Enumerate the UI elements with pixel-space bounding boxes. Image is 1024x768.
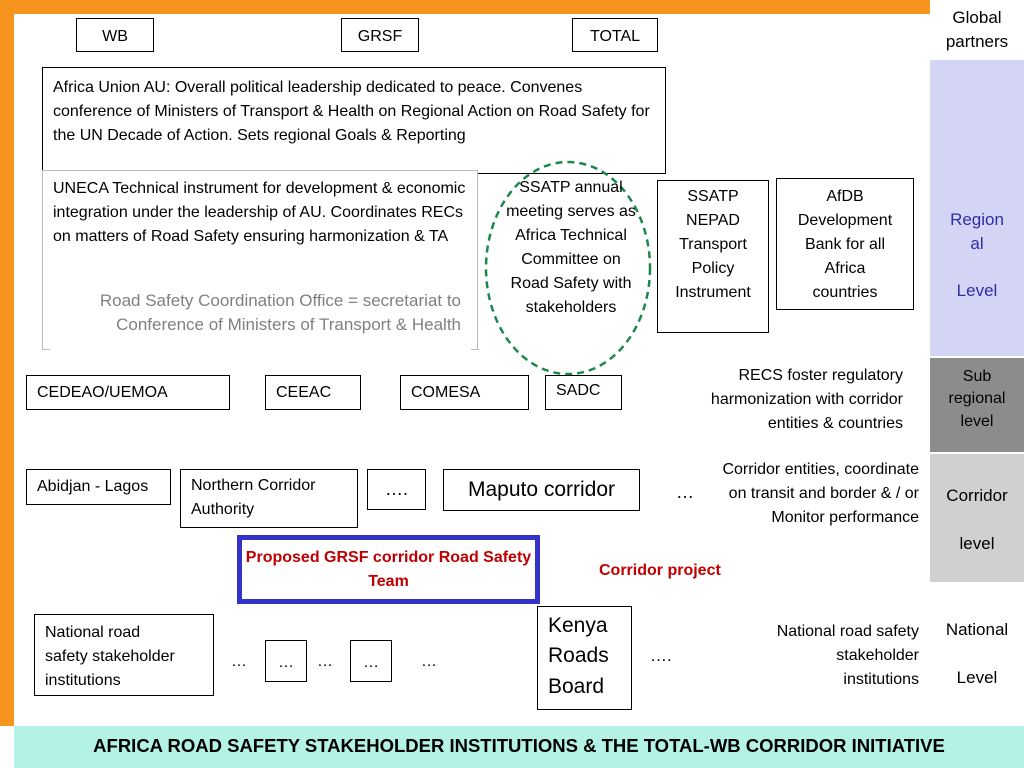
national-ellipsis-2: … (317, 653, 333, 670)
national-dots-right: …. (650, 646, 672, 665)
national-ellipsis-1: … (231, 653, 247, 670)
uneca-corner-right (471, 349, 479, 350)
level-global-label: Global partners (945, 8, 1009, 51)
corridor-project-label: Corridor project (599, 562, 721, 579)
rec-cedeao-uemoa: CEDEAO/UEMOA (26, 375, 230, 410)
level-subregional (930, 358, 1024, 452)
level-subregional-label: Sub regional level (948, 368, 1006, 430)
proposed-grsf-team-label: Proposed GRSF corridor Road Safety Team (245, 549, 532, 590)
ssatp-nepad-box: SSATP NEPAD Transport Policy Instrument (657, 180, 769, 333)
footer-title-band (14, 726, 1024, 768)
corridor-abidjan-lagos: Abidjan - Lagos (26, 469, 171, 505)
partner-total: TOTAL (572, 18, 658, 52)
corridor-ellipsis: … (676, 482, 694, 502)
level-national-label: National Level (945, 620, 1009, 687)
african-union-box: Africa Union AU: Overall political leadership dedicated to peace. Convenes conference of Ministers of Transport & Health on Regional Action on Road Safety for the UN Decade of Action. Sets regional Goals & Reporting (42, 67, 666, 174)
uneca-box (42, 170, 478, 350)
kenya-roads-board: Kenya Roads Board (537, 606, 632, 710)
level-national (930, 582, 1024, 726)
national-dots-box-2: … (350, 640, 392, 682)
afdb-box: AfDB Development Bank for all Africa countries (776, 178, 914, 310)
uneca-corner-left (42, 349, 50, 350)
corridor-northern-authority: Northern Corridor Authority (180, 469, 358, 528)
corridor-note: Corridor entities, coordinate on transit and border & / or Monitor performance (722, 461, 919, 526)
national-dots-box-1: … (265, 640, 307, 682)
rec-sadc: SADC (545, 375, 622, 410)
level-regional-label: Region al Level (950, 210, 1004, 301)
national-note: National road safety stakeholder institutions (776, 623, 919, 688)
national-ellipsis-3: … (421, 653, 437, 670)
footer-title: AFRICA ROAD SAFETY STAKEHOLDER INSTITUTIONS & THE TOTAL-WB CORRIDOR INITIATIVE (93, 735, 945, 756)
rec-comesa: COMESA (400, 375, 529, 410)
partner-wb: WB (76, 18, 154, 52)
uneca-text: UNECA Technical instrument for development & economic integration under the leadership of AU. Coordinates RECs on matters of Road Safety ensuring harmonization & TA (53, 180, 466, 245)
national-institutions-box: National road safety stakeholder institutions (34, 614, 214, 696)
level-corridor-label: Corridor level (946, 486, 1008, 553)
orange-frame-top (0, 0, 930, 14)
rec-ceeac: CEEAC (265, 375, 361, 410)
partner-grsf: GRSF (341, 18, 419, 52)
level-regional (930, 60, 1024, 356)
orange-frame-left (0, 0, 14, 726)
rsco-text: Road Safety Coordination Office = secretariat to Conference of Ministers of Transport & Health (99, 291, 461, 334)
level-global (930, 0, 1024, 60)
level-corridor (930, 454, 1024, 582)
ssatp-annual-text: SSATP annual meeting serves as Africa Technical Committee on Road Safety with stakeholders (506, 179, 636, 316)
proposed-grsf-team (237, 535, 540, 604)
corridor-dots-box: …. (367, 469, 426, 510)
recs-note: RECS foster regulatory harmonization with corridor entities & countries (710, 367, 903, 432)
corridor-maputo: Maputo corridor (443, 469, 640, 511)
